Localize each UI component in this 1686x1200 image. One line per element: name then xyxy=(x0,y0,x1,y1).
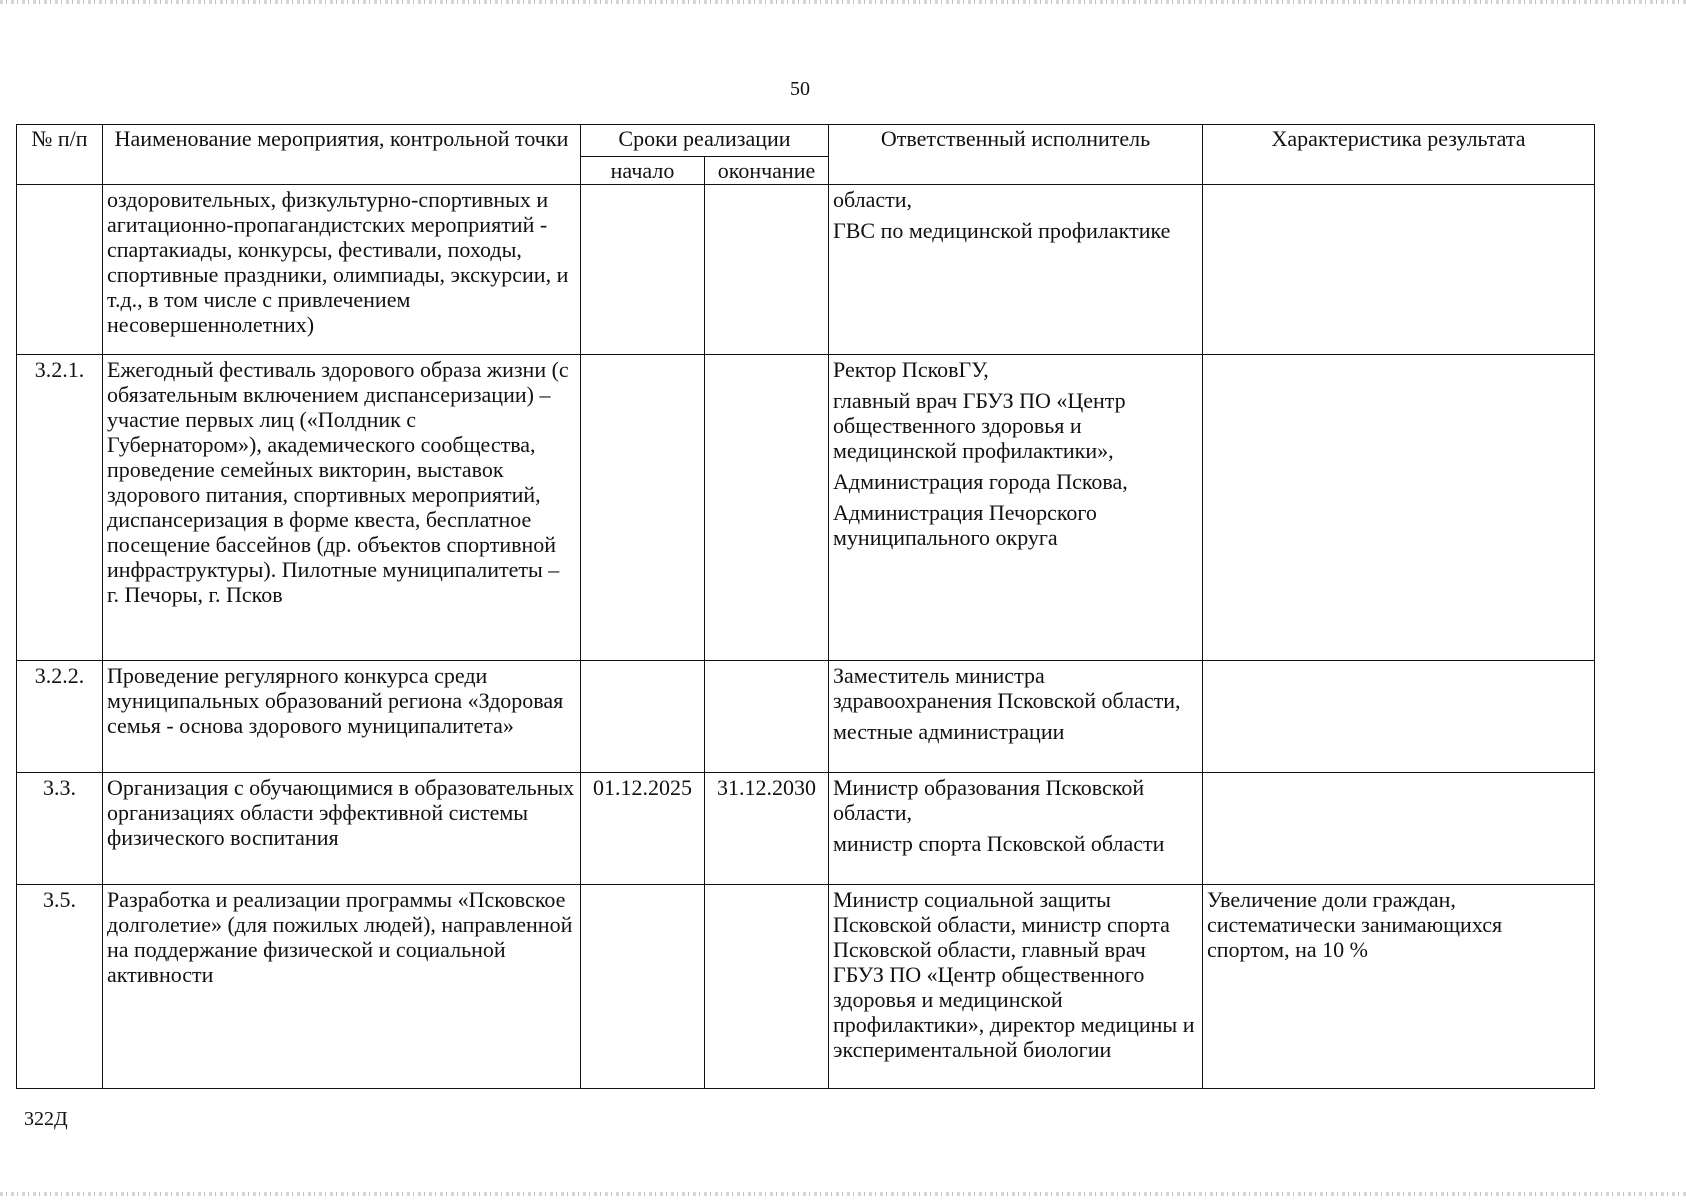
header-end: окончание xyxy=(705,157,829,185)
row-result xyxy=(1203,773,1595,885)
executor-line: местные администрации xyxy=(833,719,1065,744)
executor-line: Министр образования Псковской области, xyxy=(833,775,1145,825)
row-end xyxy=(705,885,829,1089)
header-num: № п/п xyxy=(17,125,103,185)
header-start: начало xyxy=(581,157,705,185)
header-executor: Ответственный исполнитель xyxy=(829,125,1203,185)
row-name: оздоровительных, физкультурно-спортивных и агитационно-пропагандистских мероприятий - спартакиады, конкурсы, фестивали, походы, спортивные праздники, олимпиады, экскурсии, и т.д., в том числе с привлечением несовершеннолетних) xyxy=(103,185,581,355)
row-num: 3.3. xyxy=(17,773,103,885)
row-result xyxy=(1203,355,1595,661)
table-row xyxy=(17,885,1595,1089)
row-result xyxy=(1203,661,1595,773)
row-end xyxy=(705,355,829,661)
table-row xyxy=(17,773,1595,885)
row-end xyxy=(705,661,829,773)
row-start: 01.12.2025 xyxy=(581,773,705,885)
row-start xyxy=(581,661,705,773)
row-num: 3.2.1. xyxy=(17,355,103,661)
row-executor xyxy=(829,185,1203,355)
row-result: Увеличение доли граждан, систематически занимающихся спортом, на 10 % xyxy=(1203,885,1595,1089)
row-executor xyxy=(829,355,1203,661)
row-num xyxy=(17,185,103,355)
row-end xyxy=(705,185,829,355)
executor-line: Министр социальной защиты Псковской области, министр спорта Псковской области, главный врач ГБУЗ ПО «Центр общественного здоровья и медицинской профилактики», директор медицины и экспериментальной биологии xyxy=(833,887,1195,1062)
row-end: 31.12.2030 xyxy=(705,773,829,885)
row-num: 3.2.2. xyxy=(17,661,103,773)
executor-line: Администрация Печорского муниципального округа xyxy=(833,500,1097,550)
row-name: Проведение регулярного конкурса среди муниципальных образований региона «Здоровая семья - основа здорового муниципалитета» xyxy=(103,661,581,773)
table-row xyxy=(17,355,1595,661)
executor-line: ГВС по медицинской профилактике xyxy=(833,218,1171,243)
executor-line: Заместитель министра здравоохранения Псковской области, xyxy=(833,663,1181,713)
row-start xyxy=(581,355,705,661)
scan-edge-top xyxy=(0,0,1686,4)
row-name: Разработка и реализации программы «Псковское долголетие» (для пожилых людей), направленной на поддержание физической и социальной активности xyxy=(103,885,581,1089)
row-result xyxy=(1203,185,1595,355)
header-result: Характеристика результата xyxy=(1203,125,1595,185)
row-executor xyxy=(829,885,1203,1089)
scan-edge-bottom xyxy=(0,1192,1686,1196)
page-number: 50 xyxy=(790,78,810,100)
measures-table xyxy=(16,124,1595,1089)
executor-line: главный врач ГБУЗ ПО «Центр общественного здоровья и медицинской профилактики», xyxy=(833,388,1126,463)
header-terms: Сроки реализации xyxy=(581,125,829,157)
header-name: Наименование мероприятия, контрольной точки xyxy=(103,125,581,185)
row-start xyxy=(581,185,705,355)
table-row xyxy=(17,661,1595,773)
row-num: 3.5. xyxy=(17,885,103,1089)
row-name: Организация с обучающимися в образовательных организациях области эффективной системы физического воспитания xyxy=(103,773,581,885)
row-executor xyxy=(829,661,1203,773)
executor-line: области, xyxy=(833,187,913,212)
table-row xyxy=(17,185,1595,355)
executor-line: Ректор ПсковГУ, xyxy=(833,357,989,382)
executor-line: Администрация города Пскова, xyxy=(833,469,1128,494)
document-code: 322Д xyxy=(24,1108,68,1130)
row-name: Ежегодный фестиваль здорового образа жизни (с обязательным включением диспансеризации) – участие первых лиц («Полдник с Губернатором»), академического сообщества, проведение семейных викторин, выставок здорового питания, спортивных мероприятий, диспансеризация в форме квеста, бесплатное посещение бассейнов (др. объектов спортивной инфраструктуры). Пилотные муниципалитеты – г. Печоры, г. Псков xyxy=(103,355,581,661)
row-start xyxy=(581,885,705,1089)
executor-line: министр спорта Псковской области xyxy=(833,831,1165,856)
row-executor xyxy=(829,773,1203,885)
